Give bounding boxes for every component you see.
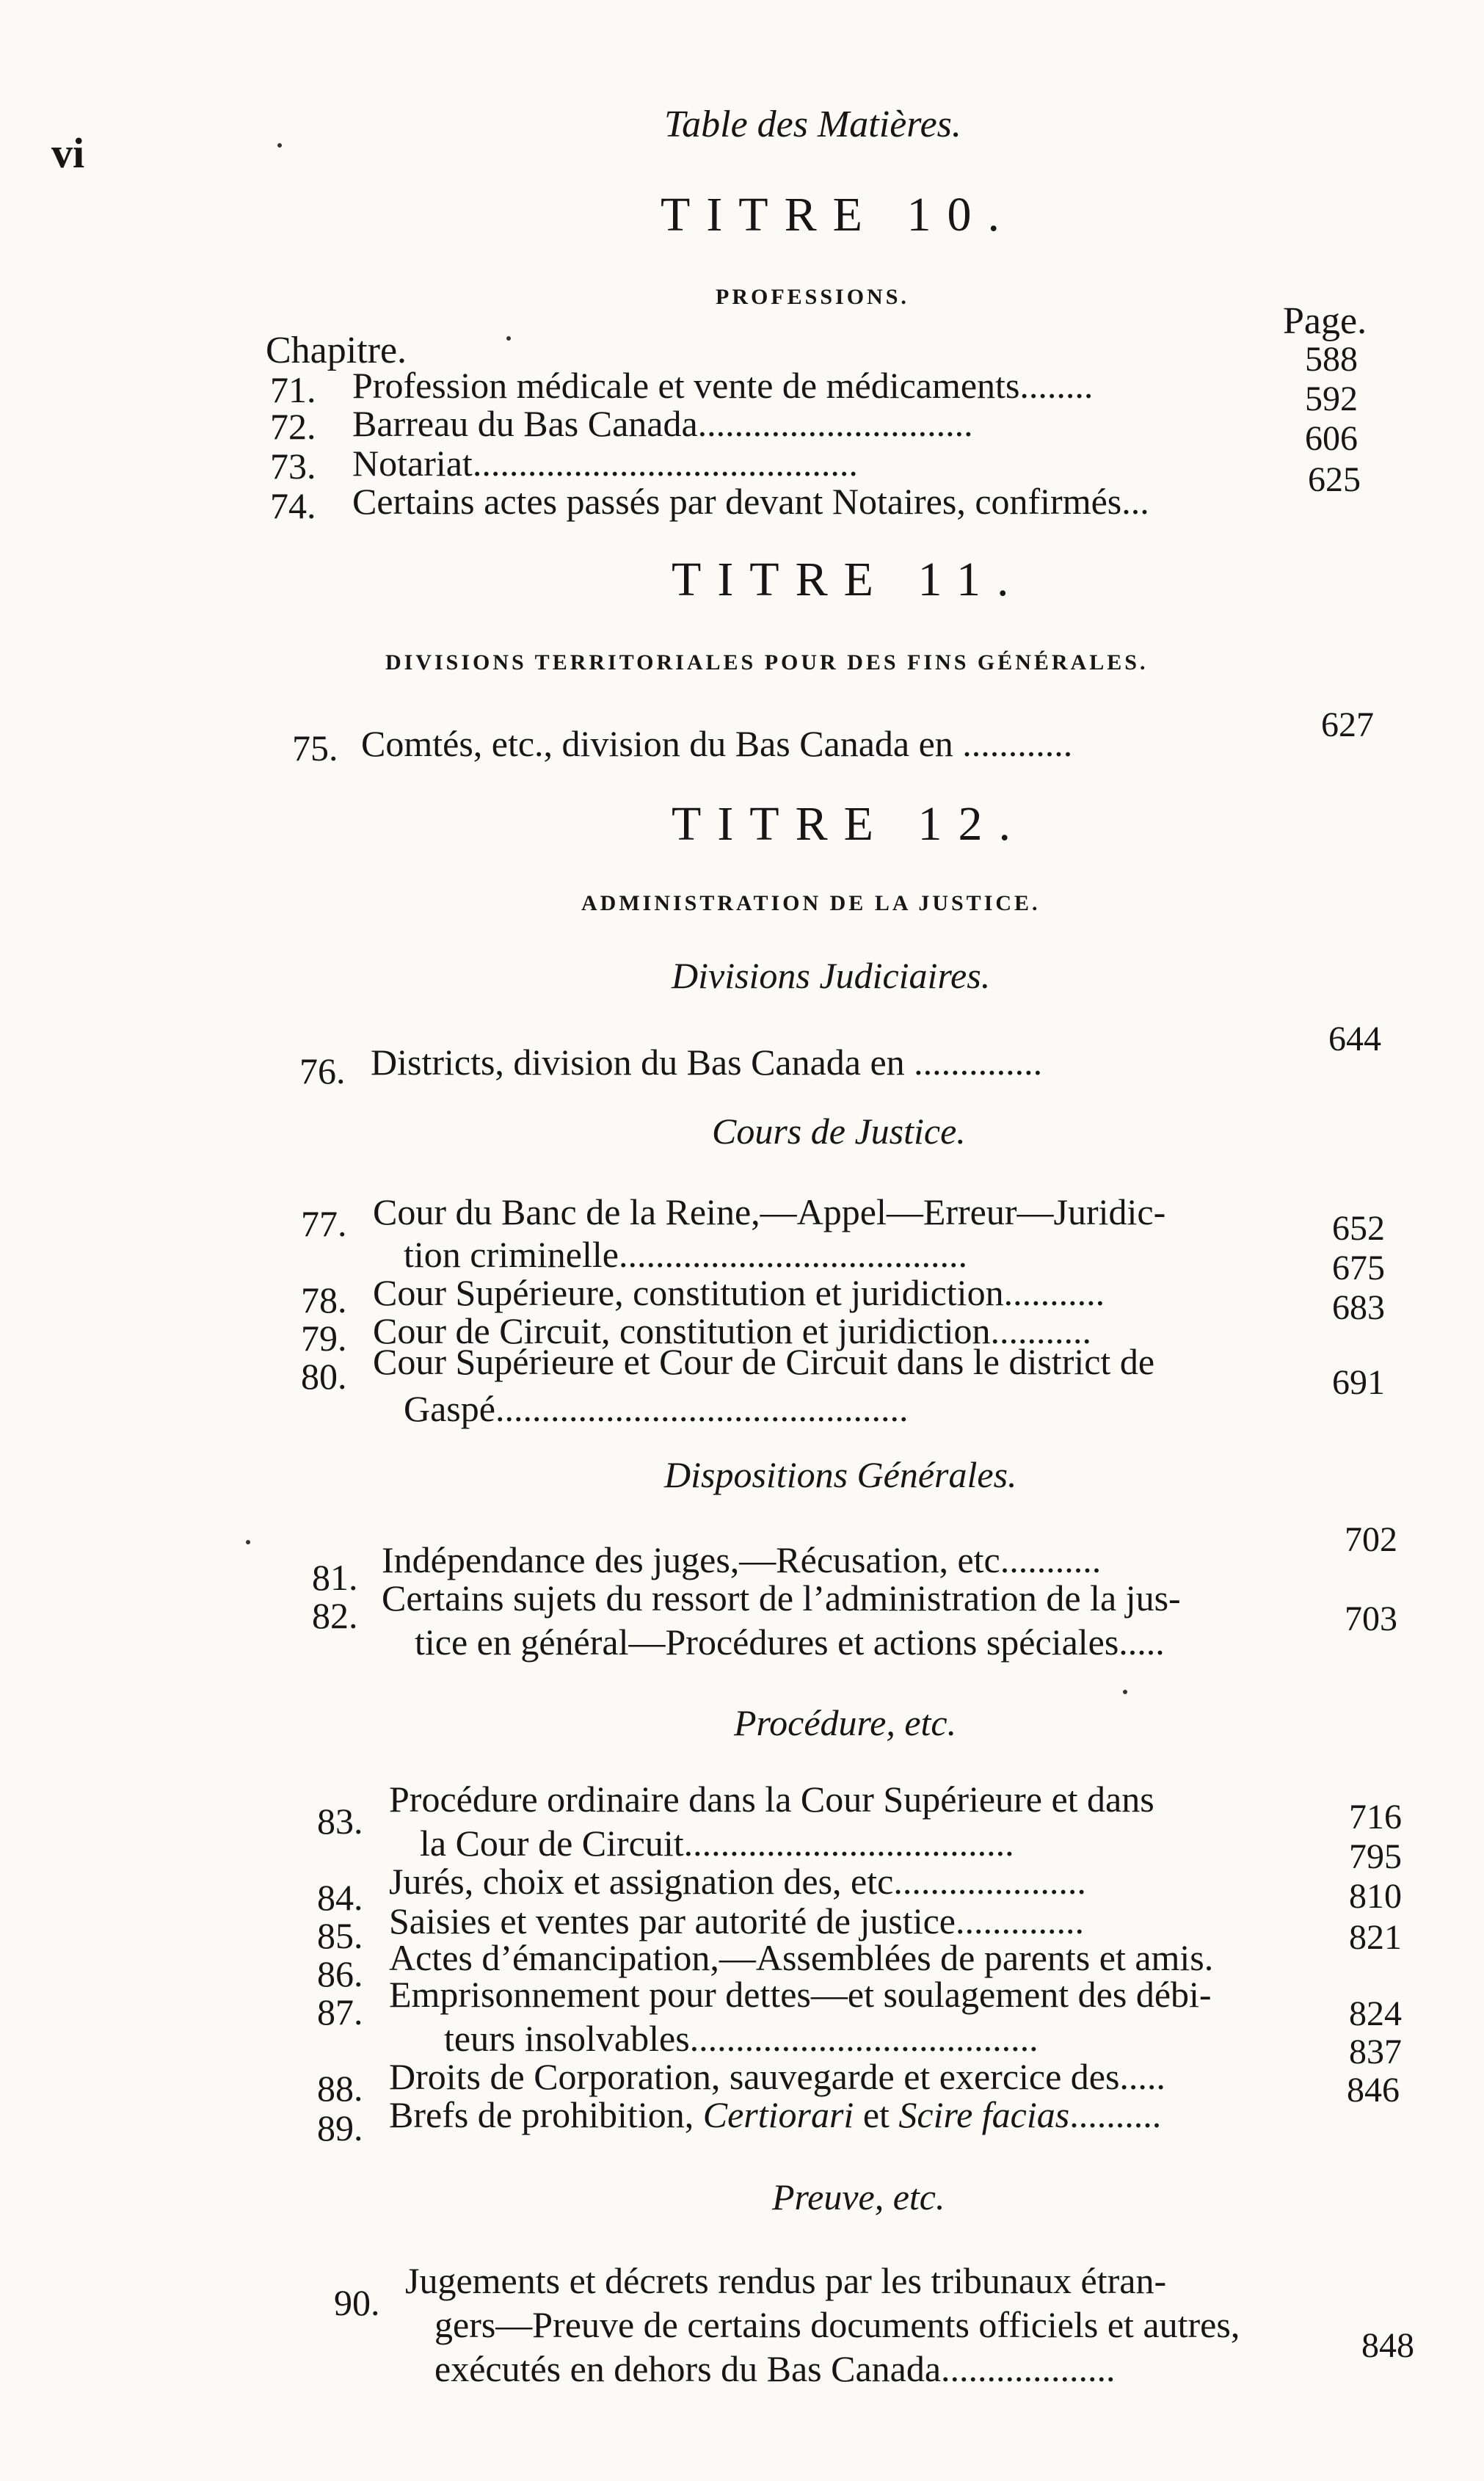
chapter-title: Indépendance des juges,—Récusation, etc...........	[382, 1539, 1102, 1580]
chapter-page: 625	[1308, 460, 1361, 499]
chapter-number: 77.	[301, 1203, 347, 1244]
chapter-page: 644	[1328, 1020, 1381, 1058]
chapter-page: 848	[1361, 2326, 1414, 2365]
chapter-page: 716	[1349, 1798, 1402, 1837]
chapter-number: 84.	[317, 1877, 363, 1918]
chapter-page: 824	[1349, 1994, 1402, 2033]
chapter-page: 652	[1332, 1209, 1385, 1248]
chapter-title: Comtés, etc., division du Bas Canada en ............	[361, 723, 1073, 764]
chapter-title-line: Emprisonnement pour dettes—et soulagement des débi-	[389, 1974, 1212, 2015]
chapter-page: 675	[1332, 1249, 1385, 1287]
subheading-divisions: Divisions Judiciaires.	[672, 955, 991, 996]
chapter-title-line: tice en général—Procédures et actions spéciales.....	[415, 1621, 1165, 1663]
scan-speck	[506, 336, 511, 341]
chapter-page: 810	[1349, 1877, 1402, 1916]
italic-term: Scire facias	[898, 2094, 1070, 2135]
chapter-number: 89.	[317, 2107, 363, 2148]
chapitre-column-label: Chapitre.	[266, 330, 407, 371]
chapter-title-line: Cour du Banc de la Reine,—Appel—Erreur—Juridic-	[373, 1191, 1166, 1232]
titre-12-heading: TITRE 12.	[672, 797, 1027, 851]
chapter-number: 76.	[299, 1050, 346, 1091]
chapter-title-line: Cour Supérieure et Cour de Circuit dans le district de	[373, 1341, 1155, 1382]
chapter-number: 80.	[301, 1356, 347, 1397]
chapter-title-line: Gaspé.............................................	[404, 1388, 909, 1429]
scan-speck	[277, 143, 282, 148]
titre-11-heading: TITRE 11.	[672, 553, 1025, 606]
chapter-page: 592	[1305, 379, 1358, 418]
chapter-page: 588	[1305, 340, 1358, 379]
titre-10-section: PROFESSIONS.	[716, 285, 909, 309]
chapter-title: Cour Supérieure, constitution et juridiction...........	[373, 1272, 1105, 1313]
chapter-page: 606	[1305, 419, 1358, 458]
chapter-title: Barreau du Bas Canada..............................	[352, 403, 973, 444]
chapter-page: 821	[1349, 1918, 1402, 1957]
chapter-title-line: Jugements et décrets rendus par les tribunaux étran-	[405, 2260, 1167, 2301]
scan-speck	[1123, 1690, 1127, 1694]
italic-term: Certiorari	[702, 2094, 854, 2135]
scan-speck	[246, 1540, 250, 1544]
page-number: vi	[51, 129, 85, 177]
chapter-title: Saisies et ventes par autorité de justice..............	[389, 1900, 1084, 1941]
chapter-number: 75.	[292, 727, 338, 769]
chapter-page: 703	[1345, 1599, 1397, 1638]
chapter-page: 702	[1345, 1520, 1397, 1559]
titre-12-section: ADMINISTRATION DE LA JUSTICE.	[581, 891, 1041, 915]
chapter-number: 86.	[317, 1953, 363, 1994]
running-title: Table des Matières.	[664, 103, 961, 145]
chapter-title-line: Procédure ordinaire dans la Cour Supérieure et dans	[389, 1779, 1154, 1820]
chapter-page: 795	[1349, 1837, 1402, 1876]
subheading-procedure: Procédure, etc.	[734, 1702, 957, 1743]
subheading-preuve: Preuve, etc.	[772, 2176, 945, 2217]
chapter-title-line: gers—Preuve de certains documents officiels et autres,	[434, 2304, 1240, 2345]
chapter-title: Droits de Corporation, sauvegarde et exercice des.....	[389, 2056, 1165, 2097]
chapter-number: 73.	[270, 446, 316, 487]
chapter-title-text: ..........	[1069, 2094, 1162, 2135]
chapter-title-line: exécutés en dehors du Bas Canada...................	[434, 2348, 1116, 2389]
chapter-number: 81.	[312, 1557, 358, 1598]
page-column-label: Page.	[1283, 300, 1367, 342]
chapter-page: 846	[1347, 2071, 1400, 2110]
chapter-number: 82.	[312, 1595, 358, 1636]
chapter-title-line: la Cour de Circuit....................................	[420, 1823, 1014, 1864]
chapter-title-text: et	[854, 2094, 899, 2135]
chapter-title-line: Certains sujets du ressort de l’administration de la jus-	[382, 1577, 1181, 1619]
chapter-title-line: tion criminelle......................................	[404, 1234, 967, 1275]
chapter-number: 87.	[317, 1991, 363, 2033]
chapter-title: Profession médicale et vente de médicaments........	[352, 365, 1094, 406]
chapter-title: Districts, division du Bas Canada en ..............	[371, 1042, 1043, 1083]
chapter-page: 837	[1349, 2033, 1402, 2071]
chapter-title: Certains actes passés par devant Notaires, confirmés...	[352, 481, 1149, 522]
subheading-cours: Cours de Justice.	[712, 1111, 966, 1152]
chapter-page: 683	[1332, 1288, 1385, 1327]
chapter-number: 78.	[301, 1279, 347, 1321]
chapter-number: 79.	[301, 1318, 347, 1359]
chapter-number: 85.	[317, 1915, 363, 1956]
chapter-number: 72.	[270, 406, 316, 447]
chapter-page: 691	[1332, 1363, 1385, 1402]
chapter-page: 627	[1321, 705, 1374, 744]
chapter-number: 88.	[317, 2068, 363, 2109]
chapter-title: Cour de Circuit, constitution et juridiction...........	[373, 1310, 1092, 1351]
chapter-title: Notariat..........................................	[352, 443, 858, 484]
subheading-dispositions: Dispositions Générales.	[664, 1454, 1017, 1495]
chapter-title: Jurés, choix et assignation des, etc.....................	[389, 1861, 1086, 1902]
chapter-number: 90.	[334, 2282, 380, 2323]
chapter-title-text: Brefs de prohibition,	[389, 2094, 703, 2135]
chapter-number: 74.	[270, 485, 316, 526]
titre-10-heading: TITRE 10.	[661, 188, 1016, 241]
titre-11-section: DIVISIONS TERRITORIALES POUR DES FINS GÉNÉRALES.	[385, 650, 1149, 675]
chapter-title: Actes d’émancipation,—Assemblées de parents et amis.	[389, 1937, 1214, 1978]
chapter-number: 71.	[270, 369, 316, 410]
chapter-title	[389, 2093, 1161, 2136]
chapter-number: 83.	[317, 1801, 363, 1842]
chapter-title-line: teurs insolvables......................................	[444, 2018, 1039, 2059]
